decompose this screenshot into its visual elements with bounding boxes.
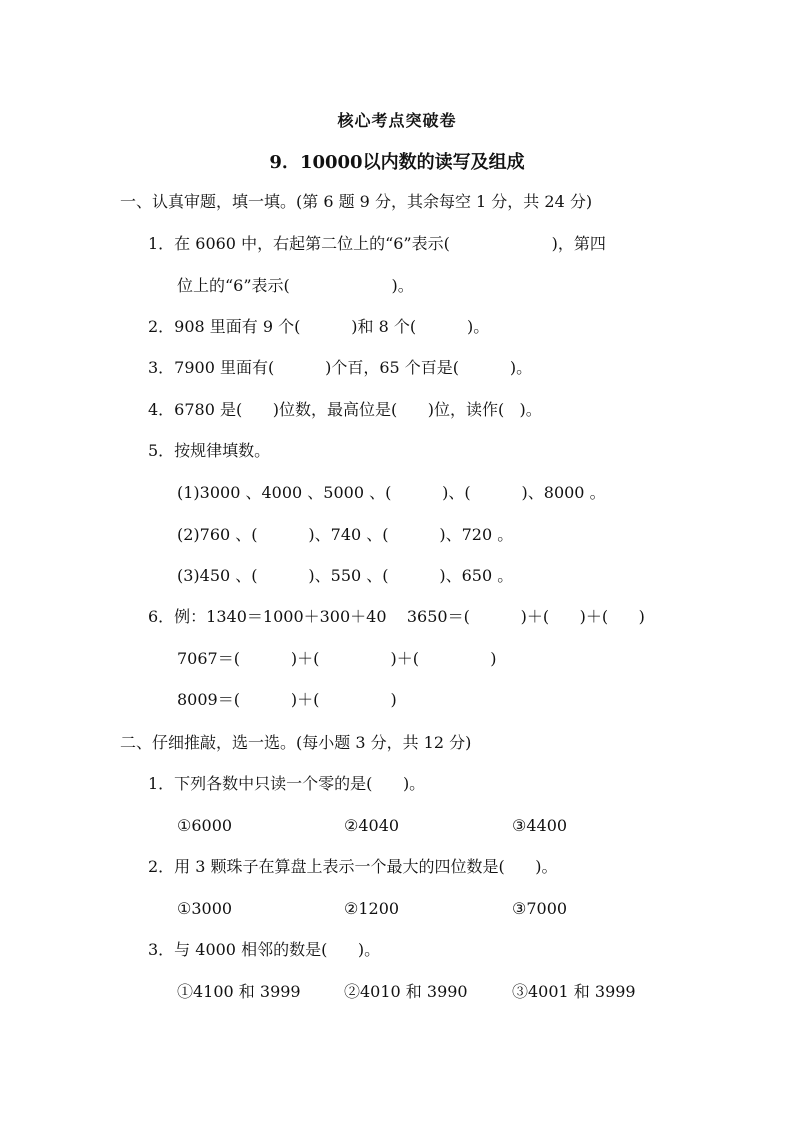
choice-3-option-c: ③4001 和 3999: [512, 982, 636, 1001]
question-1-line2: 位上的“6”表示( )。: [177, 276, 414, 295]
choice-3-option-b: ②4010 和 3990: [344, 982, 468, 1001]
choice-1-option-c: ③4400: [512, 816, 568, 835]
question-5: 5．按规律填数。: [148, 441, 271, 460]
question-6-part2: 8009＝( )＋( ): [177, 690, 397, 709]
question-5-part1: (1)3000 、4000 、5000 、( )、( )、8000 。: [177, 483, 606, 502]
question-1-line1: 1．在 6060 中，右起第二位上的“6”表示( )，第四: [148, 234, 606, 253]
choice-3-option-a: ①4100 和 3999: [177, 982, 301, 1001]
choice-2-option-c: ③7000: [512, 899, 568, 918]
worksheet-title: 9．10000以内数的读写及组成: [269, 152, 525, 173]
question-5-part3: (3)450 、( )、550 、( )、650 。: [177, 566, 514, 585]
choice-question-3: 3．与 4000 相邻的数是( )。: [148, 940, 381, 959]
choice-2-option-a: ①3000: [177, 899, 233, 918]
question-6-part1: 7067＝( )＋( )＋( ): [177, 649, 497, 668]
worksheet-header: 核心考点突破卷: [337, 111, 457, 130]
section1-heading: 一、认真审题，填一填。(第 6 题 9 分，其余每空 1 分，共 24 分): [120, 192, 593, 211]
choice-question-1: 1．下列各数中只读一个零的是( )。: [148, 774, 426, 793]
choice-2-option-b: ②1200: [344, 899, 400, 918]
question-2: 2．908 里面有 9 个( )和 8 个( )。: [148, 317, 490, 336]
question-3: 3．7900 里面有( )个百，65 个百是( )。: [148, 358, 533, 377]
question-5-part2: (2)760 、( )、740 、( )、720 。: [177, 525, 514, 544]
section2-heading: 二、仔细推敲，选一选。(每小题 3 分，共 12 分): [120, 733, 472, 752]
question-6: 6．例：1340＝1000＋300＋40 3650＝( )＋( )＋( ): [148, 607, 645, 626]
choice-question-2: 2．用 3 颗珠子在算盘上表示一个最大的四位数是( )。: [148, 857, 558, 876]
question-4: 4．6780 是( )位数，最高位是( )位，读作( )。: [148, 400, 542, 419]
choice-1-option-b: ②4040: [344, 816, 400, 835]
choice-1-option-a: ①6000: [177, 816, 233, 835]
